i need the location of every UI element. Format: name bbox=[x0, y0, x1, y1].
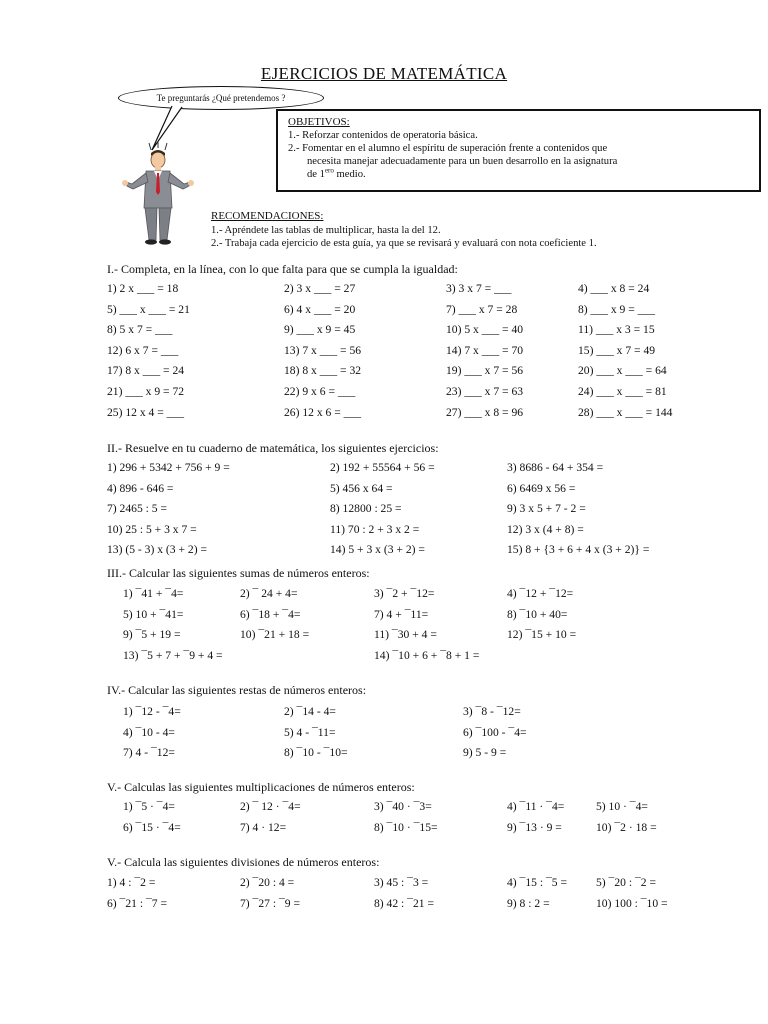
exercise-item: 23) ___ x 7 = 63 bbox=[446, 385, 524, 398]
exercise-item: 12) 3 x (4 + 8) = bbox=[507, 522, 584, 536]
exercise-item: 25) 12 x 4 = ___ bbox=[107, 405, 185, 419]
exercise-item: 4) ¯12 + ¯12= bbox=[507, 587, 574, 600]
exercise-item: 3) 3 x 7 = ___ bbox=[446, 282, 512, 295]
exercise-item: 5) 10 · ¯4= bbox=[596, 800, 648, 813]
speech-bubble: Te preguntarás ¿Qué pretendemos ? bbox=[118, 86, 324, 110]
exercise-item: 1) ¯12 - ¯4= bbox=[123, 705, 181, 718]
exercise-item: 5) ¯20 : ¯2 = bbox=[596, 876, 656, 889]
exercise-item: 6) ¯100 - ¯4= bbox=[463, 725, 527, 739]
exercise-item: 1) 2 x ___ = 18 bbox=[107, 282, 179, 295]
exercise-item: 19) ___ x 7 = 56 bbox=[446, 364, 524, 378]
exercise-row bbox=[0, 543, 768, 561]
exercise-item: 10) 25 : 5 + 3 x 7 = bbox=[107, 522, 197, 536]
exercise-item: 6) ¯21 : ¯7 = bbox=[107, 896, 167, 910]
exercise-item: 4) ___ x 8 = 24 bbox=[578, 282, 650, 295]
exercise-item: 3) 8686 - 64 + 354 = bbox=[507, 461, 604, 474]
exercise-item: 11) ¯30 + 4 = bbox=[374, 628, 437, 642]
exercise-item: 6) ¯18 + ¯4= bbox=[240, 607, 301, 621]
exercise-item: 5) ___ x ___ = 21 bbox=[107, 302, 190, 316]
exercise-item: 1) ¯5 · ¯4= bbox=[123, 800, 175, 813]
section-6-title: V.- Calcula las siguientes divisiones de números enteros: bbox=[107, 855, 380, 869]
exercise-item: 15) ___ x 7 = 49 bbox=[578, 343, 656, 357]
exercise-row bbox=[0, 628, 768, 646]
recommendations-heading: RECOMENDACIONES: bbox=[211, 210, 324, 222]
exercise-row bbox=[0, 746, 768, 764]
exercise-item: 11) ___ x 3 = 15 bbox=[578, 323, 655, 337]
exercise-row bbox=[0, 523, 768, 541]
exercise-row bbox=[0, 323, 768, 341]
exercise-item: 8) ___ x 9 = ___ bbox=[578, 302, 656, 316]
exercise-item: 7) ___ x 7 = 28 bbox=[446, 302, 518, 316]
exercise-item: 8) 5 x 7 = ___ bbox=[107, 323, 173, 337]
exercise-item: 21) ___ x 9 = 72 bbox=[107, 385, 185, 398]
exercise-row bbox=[0, 303, 768, 321]
exercise-item: 13) (5 - 3) x (3 + 2) = bbox=[107, 543, 208, 557]
exercise-row bbox=[0, 482, 768, 500]
exercise-item: 18) 8 x ___ = 32 bbox=[284, 364, 362, 378]
exercise-item: 9) 3 x 5 + 7 - 2 = bbox=[507, 502, 586, 516]
objective-item-1: 1.- Reforzar contenidos de operatoria básica. bbox=[288, 130, 478, 141]
exercise-item: 12) 6 x 7 = ___ bbox=[107, 343, 179, 357]
recommendations bbox=[211, 210, 597, 251]
exercise-item: 5) 10 + ¯41= bbox=[123, 607, 184, 621]
exercise-item: 7) 4 · 12= bbox=[240, 820, 287, 834]
exercise-item: 2) 3 x ___ = 27 bbox=[284, 282, 356, 295]
exercise-item: 9) ¯13 · 9 = bbox=[507, 820, 562, 834]
exercise-row bbox=[0, 726, 768, 744]
exercise-item: 2) ¯20 : 4 = bbox=[240, 876, 295, 889]
objective-item-2: 2.- Fomentar en el alumno el espíritu de superación frente a contenidos que bbox=[288, 143, 608, 154]
exercise-item: 27) ___ x 8 = 96 bbox=[446, 405, 524, 419]
exercise-item: 3) ¯8 - ¯12= bbox=[463, 705, 521, 718]
exercise-item: 7) 4 + ¯11= bbox=[374, 607, 429, 621]
exercise-row bbox=[0, 649, 768, 667]
exercise-item: 10) ¯21 + 18 = bbox=[240, 628, 310, 642]
exercise-item: 8) ¯10 · ¯15= bbox=[374, 820, 438, 834]
exercise-row bbox=[0, 705, 768, 723]
exercise-item: 24) ___ x ___ = 81 bbox=[578, 385, 667, 398]
section-2-title: II.- Resuelve en tu cuaderno de matemática, los siguientes ejercicios: bbox=[107, 441, 439, 455]
exercise-item: 26) 12 x 6 = ___ bbox=[284, 405, 362, 419]
exercise-item: 5) 456 x 64 = bbox=[330, 481, 393, 495]
recommendation-item-2: 2.- Trabaja cada ejercicio de esta guía, ya que se revisará y evaluará con nota coeficiente 1. bbox=[211, 238, 597, 249]
recommendation-item-1: 1.- Apréndete las tablas de multiplicar, hasta la del 12. bbox=[211, 224, 441, 236]
exercise-row bbox=[0, 821, 768, 839]
exercise-item: 14) ¯10 + 6 + ¯8 + 1 = bbox=[374, 648, 480, 662]
objective-item-2-cont: necesita manejar adecuadamente para un buen desarrollo en la asignatura bbox=[307, 156, 618, 167]
exercise-row bbox=[0, 461, 768, 479]
exercise-item: 6) ¯15 · ¯4= bbox=[123, 820, 181, 834]
objectives-box bbox=[276, 109, 761, 192]
exercise-item: 2) 192 + 55564 + 56 = bbox=[330, 461, 435, 474]
exercise-item: 12) ¯15 + 10 = bbox=[507, 628, 577, 642]
exercise-item: 11) 70 : 2 + 3 x 2 = bbox=[330, 522, 420, 536]
objectives-heading: OBJETIVOS: bbox=[288, 116, 350, 128]
section-4-title: IV.- Calcular las siguientes restas de números enteros: bbox=[107, 683, 367, 697]
exercise-item: 28) ___ x ___ = 144 bbox=[578, 405, 673, 419]
exercise-item: 7) 2465 : 5 = bbox=[107, 502, 167, 516]
exercise-item: 1) ¯41 + ¯4= bbox=[123, 587, 184, 600]
exercise-item: 10) 100 : ¯10 = bbox=[596, 896, 668, 910]
exercise-row bbox=[0, 876, 768, 894]
exercise-item: 3) 45 : ¯3 = bbox=[374, 876, 429, 889]
exercise-item: 9) ___ x 9 = 45 bbox=[284, 323, 356, 337]
exercise-item: 8) 42 : ¯21 = bbox=[374, 896, 434, 910]
exercise-row bbox=[0, 587, 768, 605]
exercise-item: 2) ¯14 - 4= bbox=[284, 705, 336, 718]
exercise-item: 9) ¯5 + 19 = bbox=[123, 628, 181, 642]
exercise-item: 3) ¯40 · ¯3= bbox=[374, 800, 432, 813]
exercise-item: 9) 8 : 2 = bbox=[507, 896, 550, 910]
exercise-item: 15) 8 + {3 + 6 + 4 x (3 + 2)} = bbox=[507, 543, 650, 557]
exercise-item: 4) 896 - 646 = bbox=[107, 481, 174, 495]
exercise-item: 4) ¯11 · ¯4= bbox=[507, 800, 565, 813]
exercise-item: 4) ¯10 - 4= bbox=[123, 725, 175, 739]
exercise-item: 20) ___ x ___ = 64 bbox=[578, 364, 667, 378]
exercise-item: 3) ¯2 + ¯12= bbox=[374, 587, 435, 600]
exercise-item: 14) 5 + 3 x (3 + 2) = bbox=[330, 543, 425, 557]
exercise-item: 14) 7 x ___ = 70 bbox=[446, 343, 524, 357]
exercise-item: 8) ¯10 + 40= bbox=[507, 607, 568, 621]
exercise-row bbox=[0, 608, 768, 626]
exercise-item: 13) ¯5 + 7 + ¯9 + 4 = bbox=[123, 648, 223, 662]
exercise-item: 2) ¯ 24 + 4= bbox=[240, 587, 298, 600]
exercise-row bbox=[0, 800, 768, 818]
exercise-item: 6) 4 x ___ = 20 bbox=[284, 302, 356, 316]
exercise-row bbox=[0, 364, 768, 382]
exercise-item: 7) 4 - ¯12= bbox=[123, 746, 175, 760]
exercise-item: 8) 12800 : 25 = bbox=[330, 502, 402, 516]
section-3-title: III.- Calcular las siguientes sumas de números enteros: bbox=[107, 566, 370, 580]
exercise-item: 13) 7 x ___ = 56 bbox=[284, 343, 362, 357]
exercise-row bbox=[0, 344, 768, 362]
page-title: EJERCICIOS DE MATEMÁTICA bbox=[260, 64, 508, 83]
exercise-row bbox=[0, 406, 768, 424]
exercise-item: 10) 5 x ___ = 40 bbox=[446, 323, 524, 337]
exercise-item: 1) 4 : ¯2 = bbox=[107, 876, 156, 889]
exercise-row bbox=[0, 282, 768, 300]
objective-item-2-cont-2: de $1^{ero}$ medio. bbox=[307, 166, 366, 180]
exercise-item: 4) ¯15 : ¯5 = bbox=[507, 876, 567, 889]
exercise-item: 1) 296 + 5342 + 756 + 9 = bbox=[107, 461, 230, 474]
exercise-item: 5) 4 - ¯11= bbox=[284, 725, 336, 739]
exercise-item: 10) ¯2 · 18 = bbox=[596, 820, 657, 834]
exercise-item: 22) 9 x 6 = ___ bbox=[284, 385, 356, 398]
exercise-item: 17) 8 x ___ = 24 bbox=[107, 364, 185, 378]
section-1-title: I.- Completa, en la línea, con lo que falta para que se cumpla la igualdad: bbox=[107, 262, 458, 276]
exercise-row bbox=[0, 385, 768, 403]
exercise-row bbox=[0, 502, 768, 520]
teacher-figure-icon bbox=[118, 140, 198, 246]
exercise-item: 2) ¯ 12 · ¯4= bbox=[240, 800, 301, 813]
exercise-item: 8) ¯10 - ¯10= bbox=[284, 746, 348, 760]
exercise-row bbox=[0, 897, 768, 915]
exercise-item: 9) 5 - 9 = bbox=[463, 746, 507, 760]
exercise-item: 7) ¯27 : ¯9 = bbox=[240, 896, 300, 910]
section-5-title: V.- Calculas las siguientes multiplicaciones de números enteros: bbox=[107, 780, 415, 794]
exercise-item: 6) 6469 x 56 = bbox=[507, 481, 576, 495]
